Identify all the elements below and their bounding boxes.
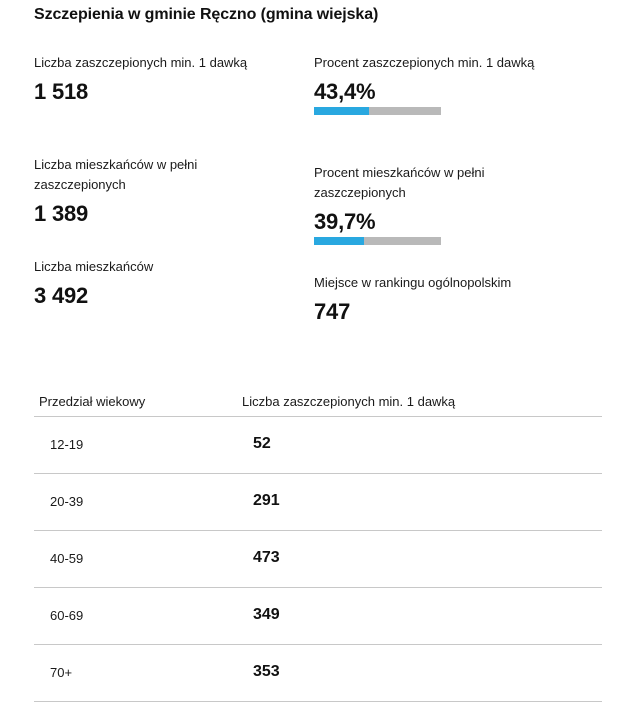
stat-label: Procent zaszczepionych min. 1 dawką [314,55,535,70]
stat-fully-vaccinated-percent [314,163,554,245]
stat-label: Miejsce w rankingu ogólnopolskim [314,275,512,290]
stat-label: Procent mieszkańców w pełni zaszczepionych [314,165,485,200]
stat-vaccinated-percent [314,53,554,115]
stat-label: Liczba zaszczepionych min. 1 dawką [34,55,248,70]
table-row [34,588,602,645]
table-row [34,417,602,474]
table-row [34,531,602,588]
table-row [34,645,602,702]
cell-count: 291 [253,492,280,509]
cell-age: 40-59 [50,551,84,566]
cell-count: 349 [253,606,280,623]
progress-bar-fill [314,107,369,115]
stat-value: 3 492 [34,283,89,308]
cell-count: 473 [253,549,280,566]
stat-value: 1 518 [34,79,89,104]
cell-age: 12-19 [50,437,84,452]
stat-value: 43,4% [314,79,376,104]
cell-age: 60-69 [50,608,84,623]
age-table [34,387,602,702]
stat-value: 747 [314,299,351,324]
stat-label: Liczba mieszkańców [34,259,154,274]
stat-ranking [314,273,554,325]
table-row [34,474,602,531]
cell-age: 70+ [50,665,73,680]
table-header [34,387,602,417]
cell-count: 52 [253,435,271,452]
page-title: Szczepienia w gminie Ręczno (gmina wiejska) [34,6,379,23]
stat-label: Liczba mieszkańców w pełni zaszczepionych [34,157,198,192]
column-header-count: Liczba zaszczepionych min. 1 dawką [242,394,456,409]
progress-bar-track [314,237,441,245]
cell-count: 353 [253,663,280,680]
cell-age: 20-39 [50,494,84,509]
stat-value: 39,7% [314,209,376,234]
stat-vaccinated-count [34,53,274,105]
stat-value: 1 389 [34,201,89,226]
column-header-age: Przedział wiekowy [39,394,146,409]
progress-bar-fill [314,237,364,245]
progress-bar-track [314,107,441,115]
stat-fully-vaccinated-count [34,155,274,227]
stat-residents [34,257,274,309]
